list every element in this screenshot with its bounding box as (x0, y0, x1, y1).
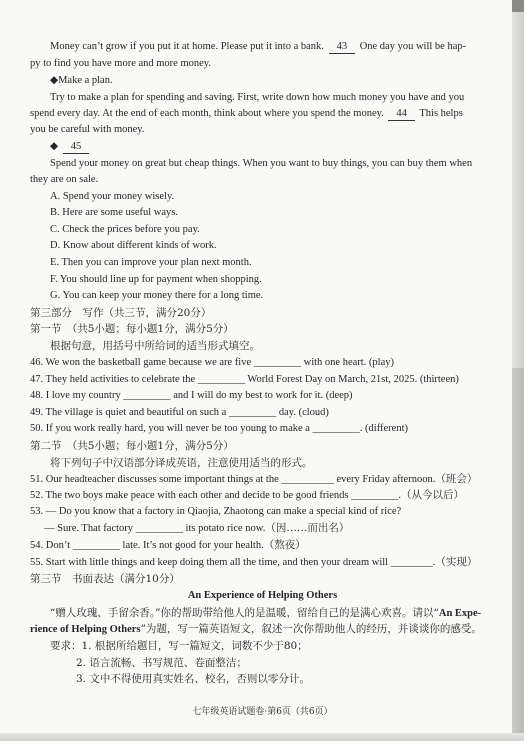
passage-text: This helps (419, 108, 463, 119)
section2-instruction: 将下列句子中汉语部分译成英语，注意使用适当的形式。 (50, 457, 313, 469)
essay-prompt-line (30, 622, 482, 637)
prompt-text: “赠人玫瑰，手留余香。”你的帮助带给他人的是温暖，留给自己的是满心欢喜。请以“ (50, 607, 439, 619)
passage-line (30, 107, 463, 121)
question-48: 48. I love my country _________ and I will do my best to work for it. (deep) (30, 390, 353, 401)
question-54: 54. Don’t _________ late. It’s not good for your health.（熬夜） (30, 540, 306, 551)
passage-line: you be careful with money. (30, 124, 145, 135)
blank-43: 43 (329, 41, 356, 54)
question-53: 53. — Do you know that a factory in Qiaojia, Zhaotong can make a special kind of rice? (30, 506, 402, 517)
passage-line: Try to make a plan for spending and saving. First, write down how much money you have and you (50, 92, 465, 103)
scan-edge-shadow (512, 368, 524, 741)
requirement-3: 3. 文中不得使用真实姓名、校名，否则以零分计。 (76, 673, 310, 685)
section1-title: 第一节 （共5小题；每小题1分，满分5分） (30, 323, 234, 335)
passage-line: Spend your money on great but cheap things. When you want to buy things, you can buy them when (50, 158, 473, 169)
question-52: 52. The two boys make peace with each other and decide to be good friends _________.（从今以后） (30, 490, 464, 501)
passage-text: Money can’t grow if you put it at home. Please put it into a bank. (50, 41, 324, 52)
section-heading: ◆Make a plan. (50, 75, 113, 86)
question-50: 50. If you work really hard, you will never be too young to make a _________. (different) (30, 423, 408, 434)
scan-edge-corner (512, 0, 524, 12)
passage-text: spend every day. At the end of each month, think about where you spend the money. (30, 108, 384, 119)
prompt-title-text: An Expe- (438, 608, 482, 619)
passage-line (50, 40, 466, 54)
requirement-1: 要求：1. 根据所给题目，写一篇短文，词数不少于80； (50, 640, 308, 652)
option-f: F. You should line up for payment when shopping. (50, 274, 262, 285)
section-heading (50, 140, 91, 154)
passage-line: py to find you have more and more money. (30, 58, 211, 69)
scan-edge-bottom (0, 733, 524, 741)
option-a: A. Spend your money wisely. (50, 191, 175, 202)
section2-title: 第二节 （共5小题；每小题1分，满分5分） (30, 440, 234, 452)
requirement-2: 2. 语言流畅、书写规范、卷面整洁； (76, 657, 247, 669)
option-d: D. Know about different kinds of work. (50, 240, 217, 251)
question-47: 47. They held activities to celebrate the _________ World Forest Day on March, 21st, 2025. (thirteen) (30, 374, 459, 385)
page-footer: 七年级英语试题卷·第6页（共6页） (192, 707, 333, 717)
part-title: 第三部分 写作（共三节，满分20分） (30, 307, 212, 319)
question-51: 51. Our headteacher discusses some important things at the __________ every Friday afternoon.（班会） (30, 474, 478, 485)
section3-title: 第三节 书面表达（满分10分） (30, 573, 180, 585)
option-e: E. Then you can improve your plan next month. (50, 257, 252, 268)
section1-instruction: 根据句意，用括号中所给词的适当形式填空。 (50, 340, 260, 352)
question-46: 46. We won the basketball game because we are five _________ with one heart. (play) (30, 357, 395, 368)
diamond-bullet-icon: ◆ (50, 141, 59, 152)
blank-45: 45 (63, 141, 90, 154)
essay-title: An Experience of Helping Others (187, 590, 338, 601)
prompt-title-text: rience of Helping Others (30, 624, 141, 635)
option-g: G. You can keep your money there for a long time. (50, 290, 264, 301)
question-55: 55. Start with little things and keep doing them all the time, and then your dream will ________.（实现） (30, 557, 478, 568)
option-c: C. Check the prices before you pay. (50, 224, 200, 235)
question-49: 49. The village is quiet and beautiful on such a _________ day. (cloud) (30, 407, 329, 418)
passage-text: One day you will be hap- (359, 41, 467, 52)
essay-prompt-line (50, 606, 481, 621)
prompt-text: ”为题，写一篇英语短文，叙述一次你帮助他人的经历，并谈谈你的感受。 (140, 623, 482, 635)
question-53-reply: — Sure. That factory _________ its potato rice now.（因……而出名） (44, 523, 350, 534)
blank-44: 44 (388, 108, 415, 121)
passage-line: they are on sale. (30, 174, 99, 185)
option-b: B. Here are some useful ways. (50, 207, 178, 218)
